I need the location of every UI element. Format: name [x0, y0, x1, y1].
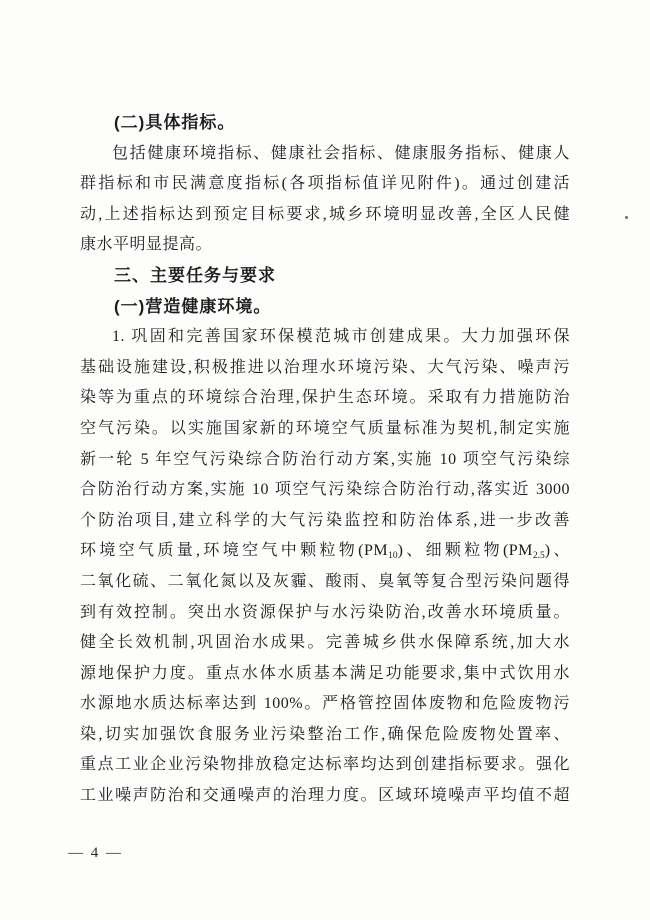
text-line: 动,上述指标达到预定目标要求,城乡环境明显改善,全区人民健: [80, 205, 570, 223]
heading-line-section-1-healthy-environment: (一)营造健康环境。: [114, 296, 272, 316]
text-line: 到有效控制。突出水资源保护与水污染防治,改善水环境质量。: [80, 603, 570, 621]
text-line: 工业噪声防治和交通噪声的治理力度。区域环境噪声平均值不超: [80, 787, 570, 805]
pm-line-mid: )、细颗粒物(PM: [397, 542, 533, 560]
text-line: 基础设施建设,积极推进以治理水环境污染、大气污染、噪声污: [80, 358, 570, 376]
text-line: 染,切实加强饮食服务业污染整治工作,确保危险废物处置率、: [80, 725, 570, 743]
text-line: 群指标和市民满意度指标(各项指标值详见附件)。通过创建活: [80, 175, 570, 193]
text-line-pm-particulates: [80, 536, 570, 567]
page-number: — 4 —: [68, 845, 123, 861]
text-line: 二氧化硫、二氧化氮以及灰霾、酸雨、臭氧等复合型污染问题得: [80, 572, 570, 590]
text-line: 1. 巩固和完善国家环保模范城市创建成果。大力加强环保: [112, 328, 570, 346]
scan-speck: [625, 216, 628, 219]
text-line: 空气污染。以实施国家新的环境空气质量标准为契机,制定实施: [80, 419, 570, 437]
heading-line-section-2-specific-indicators: (二)具体指标。: [114, 113, 236, 132]
text-line: 包括健康环境指标、健康社会指标、健康服务指标、健康人: [112, 144, 570, 162]
pm10-subscript: 10: [388, 551, 398, 562]
pm-line-post: )、: [544, 542, 570, 560]
text-line: 源地保护力度。重点水体水质基本满足功能要求,集中式饮用水: [80, 664, 570, 682]
text-line: 合防治行动方案,实施 10 项空气污染综合防治行动,落实近 3000: [80, 481, 570, 499]
pm25-subscript: 2.5: [532, 551, 545, 562]
text-line: 健全长效机制,巩固治水成果。完善城乡供水保障系统,加大水: [80, 634, 570, 652]
text-line: 新一轮 5 年空气污染综合防治行动方案,实施 10 项空气污染综: [80, 450, 570, 468]
text-line: 个防治项目,建立科学的大气污染监控和防治体系,进一步改善: [80, 511, 570, 529]
document-text-block: [80, 108, 570, 812]
text-line: 重点工业企业污染物排放稳定达标率均达到创建指标要求。强化: [80, 756, 570, 774]
heading-line-part-3-main-tasks: 三、主要任务与要求: [114, 265, 276, 285]
text-line: 康水平明显提高。: [80, 236, 213, 254]
text-line: 水源地水质达标率达到 100%。严格管控固体废物和危险废物污: [80, 695, 570, 713]
pm-line-pre: 环境空气质量,环境空气中颗粒物(PM: [80, 542, 389, 560]
text-line: 染等为重点的环境综合治理,保护生态环境。采取有力措施防治: [80, 389, 570, 407]
